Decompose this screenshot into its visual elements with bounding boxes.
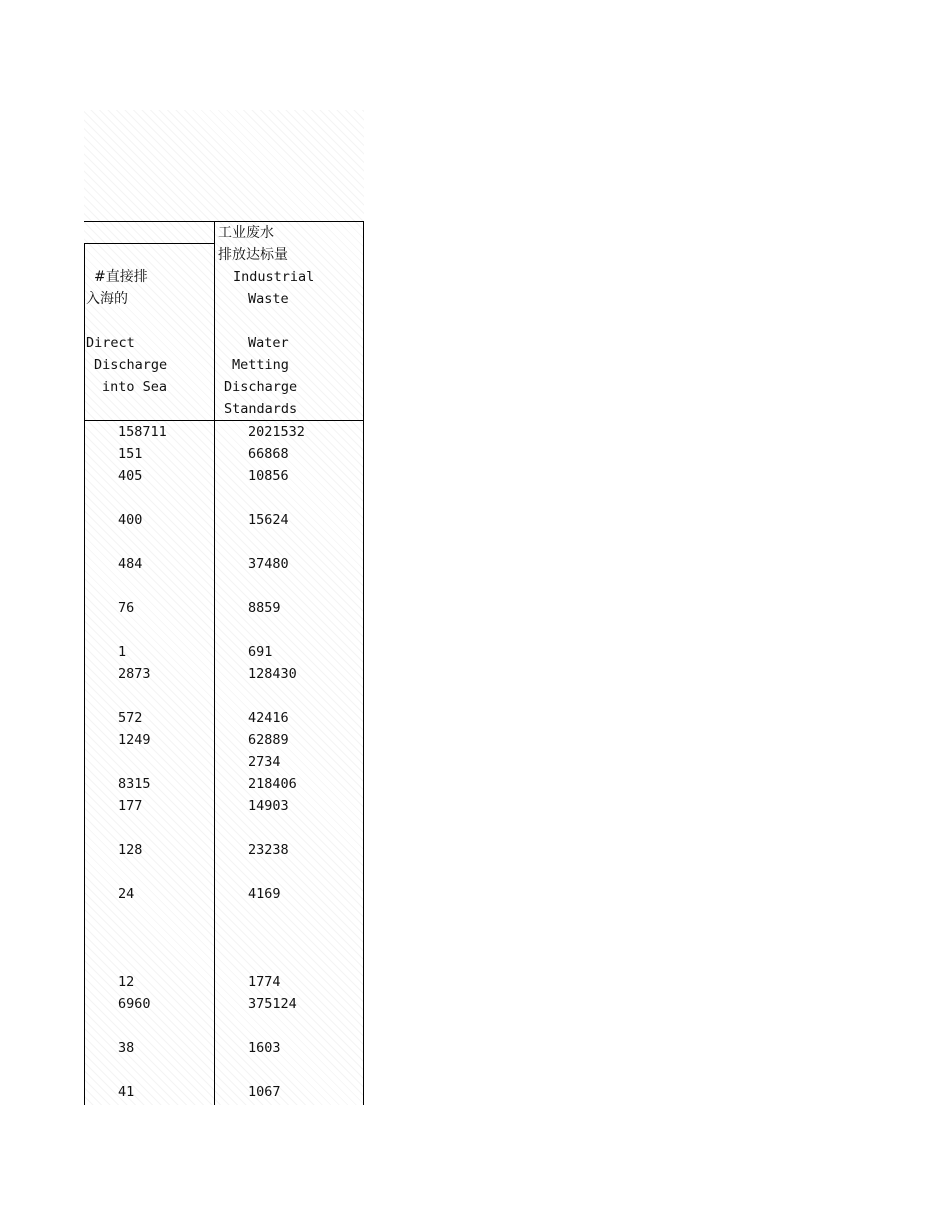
standard-discharge-cell: 375124 — [248, 996, 297, 1012]
table-row — [84, 531, 364, 553]
table-row — [84, 1081, 364, 1103]
col2-header-en-2: Waste — [248, 291, 289, 307]
table-row — [84, 773, 364, 795]
direct-discharge-cell: 405 — [118, 468, 143, 484]
col1-header-en-2: Discharge — [94, 357, 168, 373]
direct-discharge-cell: 12 — [118, 974, 135, 990]
standard-discharge-cell: 2734 — [248, 754, 281, 770]
col2-header-cn-2: 排放达标量 — [218, 247, 288, 263]
standard-discharge-cell: 8859 — [248, 600, 281, 616]
direct-discharge-cell: 1 — [118, 644, 127, 660]
col2-header-en-1: Industrial — [233, 269, 315, 285]
table-row — [84, 597, 364, 619]
direct-discharge-cell: 41 — [118, 1084, 135, 1100]
table-row — [84, 553, 364, 575]
standard-discharge-cell: 62889 — [248, 732, 289, 748]
table-row — [84, 487, 364, 509]
standard-discharge-cell: 37480 — [248, 556, 289, 572]
standard-discharge-cell: 2021532 — [248, 424, 305, 440]
spreadsheet-area — [84, 110, 364, 1105]
table-row — [84, 795, 364, 817]
direct-discharge-cell: 177 — [118, 798, 143, 814]
direct-discharge-cell: 38 — [118, 1040, 135, 1056]
standard-discharge-cell: 23238 — [248, 842, 289, 858]
table-row — [84, 993, 364, 1015]
table-row — [84, 817, 364, 839]
col1-header-cn-1: #直接排 — [94, 269, 148, 285]
col2-header-en-4: Water — [248, 335, 289, 351]
direct-discharge-cell: 1249 — [118, 732, 151, 748]
subheader-top-border — [84, 243, 214, 244]
table-row — [84, 839, 364, 861]
col2-header-en-7: Standards — [224, 401, 298, 417]
table-row — [84, 949, 364, 971]
standard-discharge-cell: 66868 — [248, 446, 289, 462]
standard-discharge-cell: 1067 — [248, 1084, 281, 1100]
col2-header-cn-1: 工业废水 — [218, 225, 274, 241]
standard-discharge-cell: 15624 — [248, 512, 289, 528]
col1-header-cn-2: 入海的 — [86, 291, 128, 307]
table-row — [84, 861, 364, 883]
col2-header-en-6: Discharge — [224, 379, 298, 395]
standard-discharge-cell: 42416 — [248, 710, 289, 726]
direct-discharge-cell: 24 — [118, 886, 135, 902]
table-row — [84, 619, 364, 641]
table-row — [84, 905, 364, 927]
table-row — [84, 1059, 364, 1081]
table-row — [84, 509, 364, 531]
table-row — [84, 729, 364, 751]
table-row — [84, 641, 364, 663]
table-row — [84, 443, 364, 465]
direct-discharge-cell: 2873 — [118, 666, 151, 682]
direct-discharge-cell: 128 — [118, 842, 143, 858]
standard-discharge-cell: 128430 — [248, 666, 297, 682]
table-row — [84, 465, 364, 487]
table-row — [84, 1037, 364, 1059]
standard-discharge-cell: 4169 — [248, 886, 281, 902]
table-row — [84, 421, 364, 443]
direct-discharge-cell: 158711 — [118, 424, 167, 440]
table-row — [84, 751, 364, 773]
direct-discharge-cell: 6960 — [118, 996, 151, 1012]
standard-discharge-cell: 1603 — [248, 1040, 281, 1056]
table-row — [84, 971, 364, 993]
table-row — [84, 685, 364, 707]
table-row — [84, 883, 364, 905]
table-row — [84, 927, 364, 949]
standard-discharge-cell: 1774 — [248, 974, 281, 990]
standard-discharge-cell: 691 — [248, 644, 273, 660]
standard-discharge-cell: 14903 — [248, 798, 289, 814]
direct-discharge-cell: 76 — [118, 600, 135, 616]
direct-discharge-cell: 484 — [118, 556, 143, 572]
direct-discharge-cell: 572 — [118, 710, 143, 726]
table-row — [84, 663, 364, 685]
col1-header-en-1: Direct — [86, 335, 135, 351]
standard-discharge-cell: 218406 — [248, 776, 297, 792]
table-row — [84, 1015, 364, 1037]
col1-header-en-3: into Sea — [102, 379, 168, 395]
table-row — [84, 575, 364, 597]
table-row — [84, 707, 364, 729]
direct-discharge-cell: 400 — [118, 512, 143, 528]
standard-discharge-cell: 10856 — [248, 468, 289, 484]
col2-header-en-5: Metting — [232, 357, 289, 373]
direct-discharge-cell: 8315 — [118, 776, 151, 792]
direct-discharge-cell: 151 — [118, 446, 143, 462]
